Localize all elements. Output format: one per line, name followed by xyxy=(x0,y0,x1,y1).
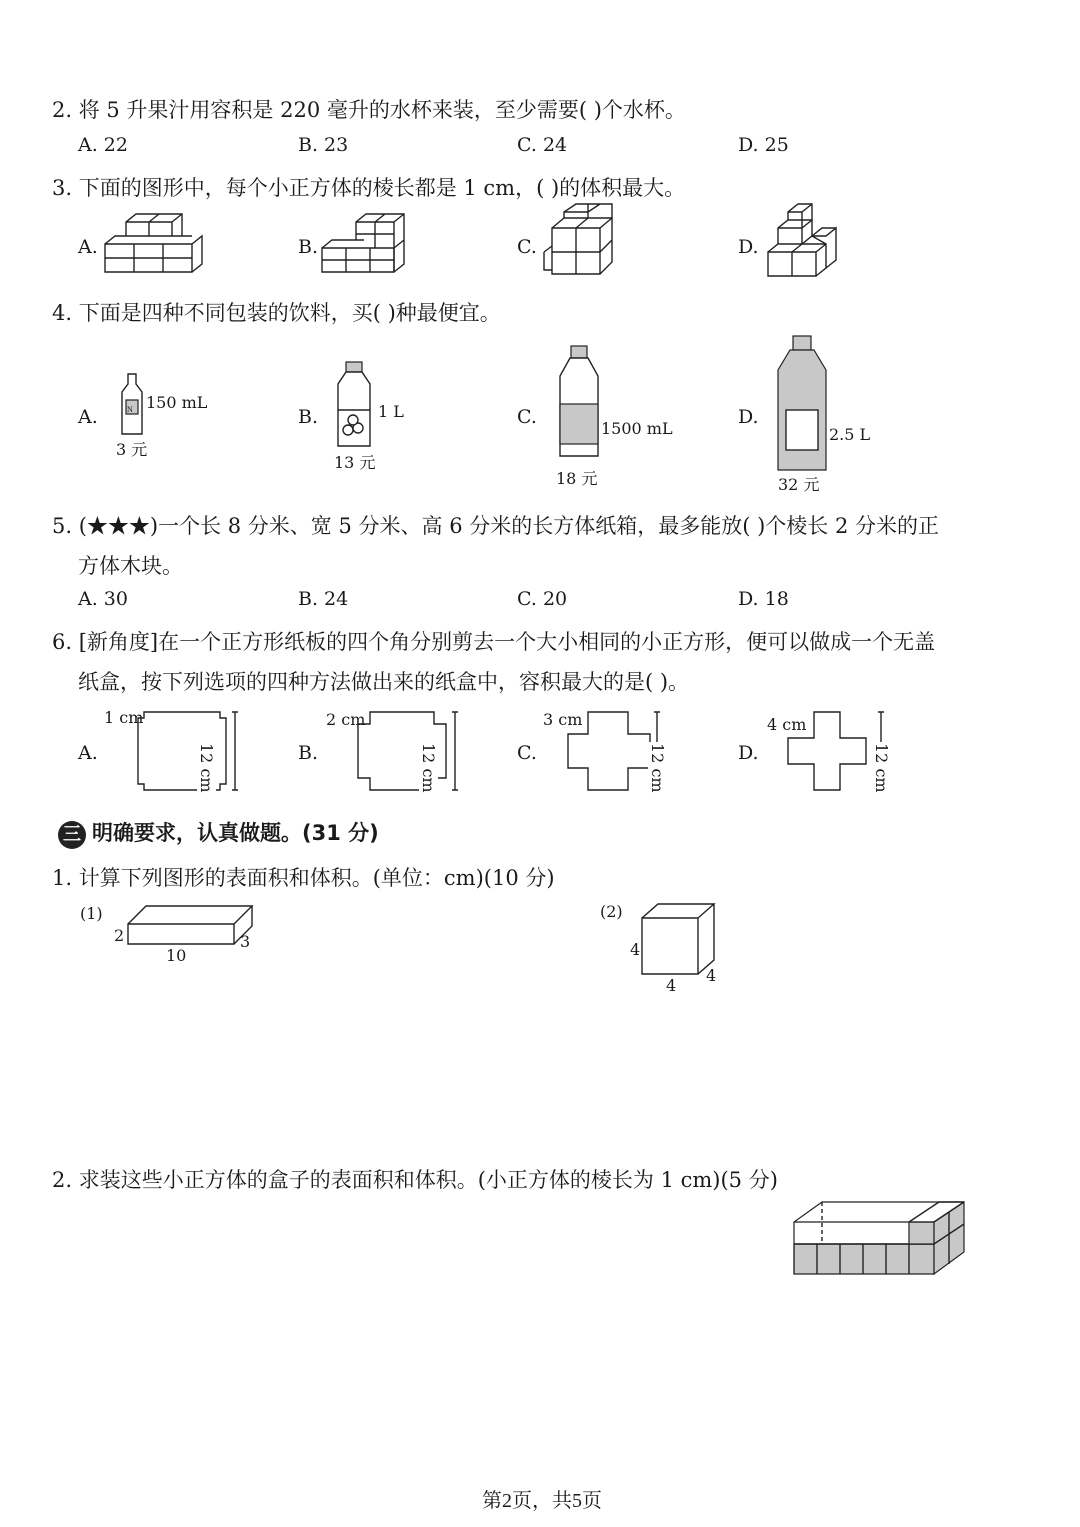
q3-figure-d xyxy=(766,210,846,278)
q4-b-volume: 1 L xyxy=(378,402,404,421)
q5-option-c: C. 20 xyxy=(517,588,568,610)
q3-option-a: A. xyxy=(78,236,98,258)
s1-fig2-height: 4 xyxy=(630,940,641,959)
q4-juice-bottle-icon xyxy=(332,360,376,450)
q6-stem-line1: 6. [新角度]在一个正方形纸板的四个角分别剪去一个大小相同的小正方形，便可以做成一个无盖 xyxy=(52,630,936,654)
q5-stem-line2: 方体木块。 xyxy=(78,554,183,578)
q6-figure-a xyxy=(138,712,248,792)
q5-option-a: A. 30 xyxy=(78,588,128,610)
q6-c-cut: 3 cm xyxy=(543,710,583,729)
q3-option-d: D. xyxy=(738,236,759,258)
s1-fig2-num: (2) xyxy=(600,902,623,921)
s2-stem: 2. 求装这些小正方体的盒子的表面积和体积。(小正方体的棱长为 1 cm)(5 分) xyxy=(52,1168,778,1192)
section-badge: 三 xyxy=(58,821,86,849)
q3-stem: 3. 下面的图形中，每个小正方体的棱长都是 1 cm，( )的体积最大。 xyxy=(52,176,686,200)
s1-fig1-length: 10 xyxy=(166,946,187,965)
q4-d-price: 32 元 xyxy=(778,475,820,494)
q3-figure-b xyxy=(322,218,432,278)
q4-c-volume: 1500 mL xyxy=(601,419,673,438)
q6-option-d: D. xyxy=(738,742,759,764)
section-header xyxy=(58,817,379,849)
q6-c-side: 12 cm xyxy=(648,743,667,793)
q5-stem-line1: 5. (★★★)一个长 8 分米、宽 5 分米、高 6 分米的长方体纸箱，最多能放( )个棱长 2 分米的正 xyxy=(52,514,940,538)
q4-b-price: 13 元 xyxy=(334,453,376,472)
page-footer: 第2页，共5页 xyxy=(482,1490,602,1512)
q4-large-bottle-icon xyxy=(774,334,830,474)
q4-stem: 4. 下面是四种不同包装的饮料，买( )种最便宜。 xyxy=(52,301,501,325)
q2-option-a: A. 22 xyxy=(78,134,128,156)
q6-a-side: 12 cm xyxy=(197,743,216,793)
s1-cuboid-figure xyxy=(126,904,256,952)
q4-c-price: 18 元 xyxy=(556,469,598,488)
q3-figure-c xyxy=(542,212,632,278)
q6-b-side: 12 cm xyxy=(419,743,438,793)
q6-a-cut: 1 cm xyxy=(104,708,144,727)
q5-option-b: B. 24 xyxy=(298,588,349,610)
q2-option-d: D. 25 xyxy=(738,134,789,156)
s1-fig2-length: 4 xyxy=(666,976,677,995)
q4-option-b: B. xyxy=(298,406,319,428)
svg-text:N: N xyxy=(127,405,133,414)
q6-b-cut: 2 cm xyxy=(326,710,366,729)
q6-option-b: B. xyxy=(298,742,319,764)
q4-a-volume: 150 mL xyxy=(146,393,208,412)
q6-d-side: 12 cm xyxy=(872,743,891,793)
q6-d-cut: 4 cm xyxy=(767,715,807,734)
section-title: 明确要求，认真做题。(31 分) xyxy=(92,821,379,845)
q4-d-volume: 2.5 L xyxy=(829,425,871,444)
q3-figure-a xyxy=(100,218,210,278)
q6-figure-b xyxy=(358,712,468,792)
q2-option-b: B. 23 xyxy=(298,134,349,156)
q3-option-c: C. xyxy=(517,236,537,258)
q5-option-d: D. 18 xyxy=(738,588,789,610)
s1-fig1-height: 2 xyxy=(114,926,125,945)
s1-stem: 1. 计算下列图形的表面积和体积。(单位：cm)(10 分) xyxy=(52,866,555,890)
q6-option-c: C. xyxy=(517,742,537,764)
s1-fig1-width: 3 xyxy=(240,932,251,951)
q4-option-a: A. xyxy=(78,406,98,428)
q6-stem-line2: 纸盒，按下列选项的四种方法做出来的纸盒中，容积最大的是( )。 xyxy=(78,670,690,694)
q3-option-b: B. xyxy=(298,236,319,258)
q4-option-c: C. xyxy=(517,406,537,428)
q4-option-d: D. xyxy=(738,406,759,428)
s1-fig1-num: (1) xyxy=(80,904,103,923)
s1-fig2-width: 4 xyxy=(706,966,717,985)
q4-a-price: 3 元 xyxy=(116,440,148,459)
q4-small-bottle-icon xyxy=(118,372,146,436)
q4-water-bottle-icon xyxy=(556,344,602,460)
q2-stem: 2. 将 5 升果汁用容积是 220 毫升的水杯来装，至少需要( )个水杯。 xyxy=(52,98,686,122)
q2-option-c: C. 24 xyxy=(517,134,568,156)
q6-option-a: A. xyxy=(78,742,98,764)
s2-box-figure xyxy=(792,1200,968,1280)
